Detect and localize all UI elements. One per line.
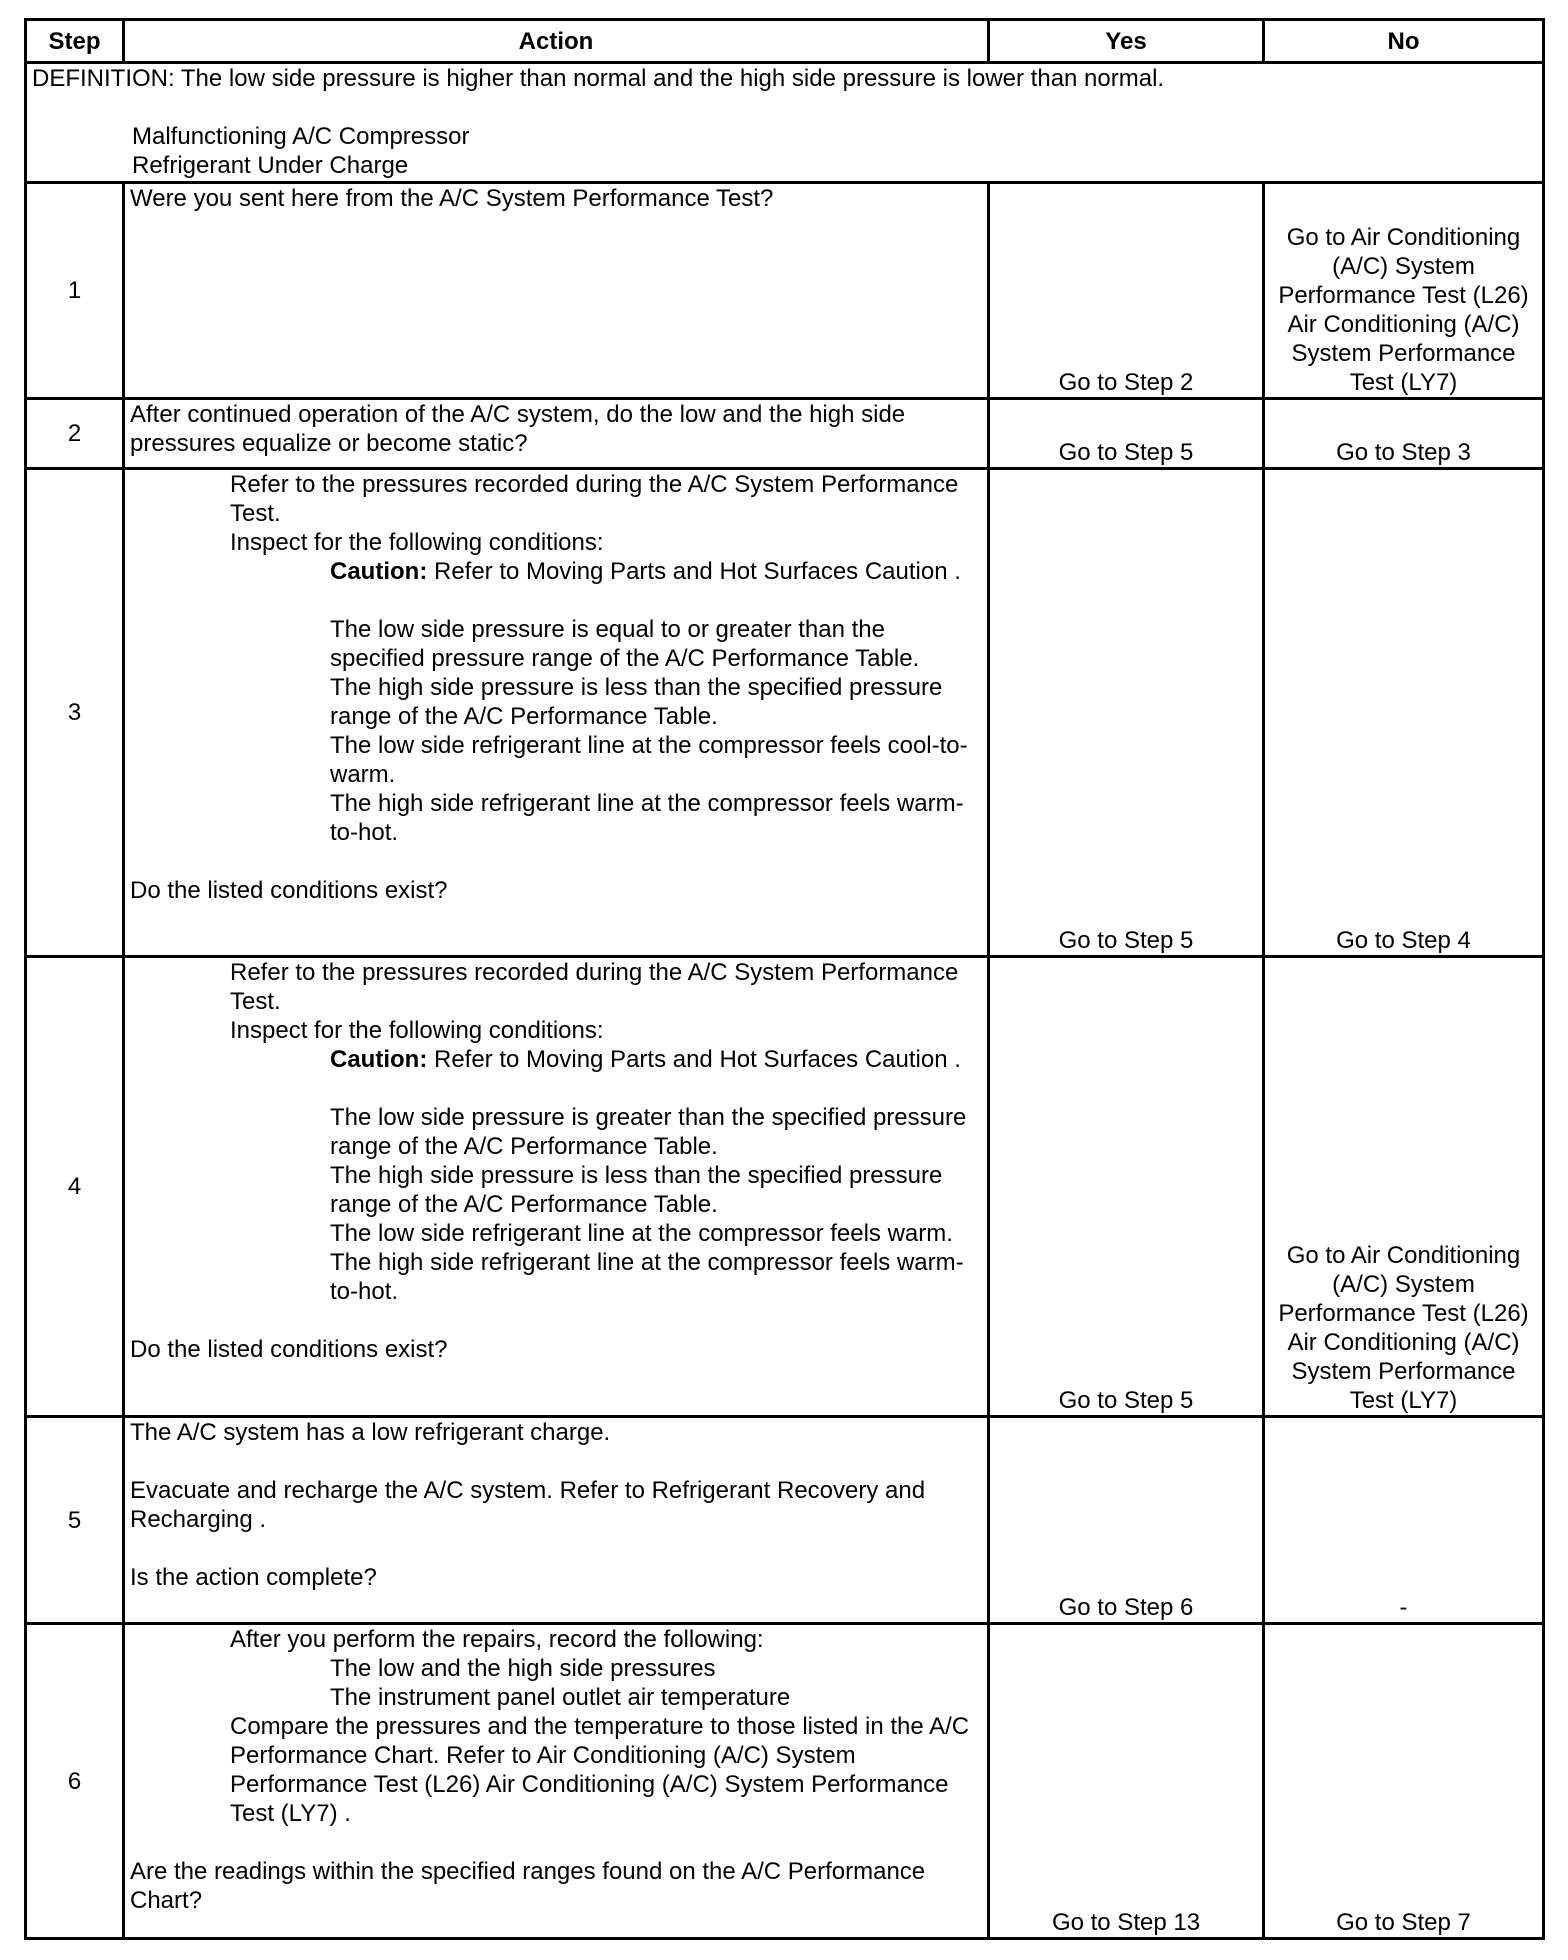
question-text: Are the readings within the specified ranges found on the A/C Performance Chart?: [130, 1858, 932, 1915]
record-item: The instrument panel outlet air temperature: [330, 1684, 791, 1712]
condition-item: The low side pressure is greater than the specified pressure range of the A/C Performance Table.: [330, 1104, 973, 1161]
action-cell: [124, 1624, 989, 1939]
caution-text: Refer to Moving Parts and Hot Surfaces Caution .: [427, 558, 961, 586]
definition-text: DEFINITION: The low side pressure is higher than normal and the high side pressure is lower than normal.: [32, 65, 1165, 92]
intro-text: After you perform the repairs, record the following:: [230, 1626, 764, 1654]
no-result: -: [1264, 1416, 1544, 1624]
action-cell: [124, 469, 989, 957]
step-number: 6: [26, 1624, 124, 1939]
question-text: Were you sent here from the A/C System Performance Test?: [130, 184, 774, 212]
header-row: [26, 20, 1544, 63]
header-step: Step: [26, 20, 124, 63]
intro-text: Refer to the pressures recorded during the A/C System Performance Test.: [230, 959, 965, 1016]
condition-item: The low side refrigerant line at the compressor feels cool-to-warm.: [330, 732, 968, 789]
action-cell: [124, 182, 989, 398]
caution-label: Caution:: [330, 558, 428, 586]
intro-text: Refer to the pressures recorded during the A/C System Performance Test.: [230, 471, 965, 528]
no-result: Go to Air Conditioning (A/C) System Performance Test (L26) Air Conditioning (A/C) System Performance Test (LY7): [1264, 957, 1544, 1417]
step-number: 5: [26, 1416, 124, 1624]
condition-item: The high side pressure is less than the specified pressure range of the A/C Performance Table.: [330, 674, 949, 731]
step-number: 3: [26, 469, 124, 957]
header-action: Action: [124, 20, 989, 63]
yes-result: Go to Step 6: [989, 1416, 1264, 1624]
step-number: 2: [26, 398, 124, 469]
definition-cell: [26, 63, 1544, 183]
no-result: Go to Step 4: [1264, 469, 1544, 957]
yes-result: Go to Step 5: [989, 469, 1264, 957]
no-result: Go to Air Conditioning (A/C) System Performance Test (L26) Air Conditioning (A/C) System Performance Test (LY7): [1264, 182, 1544, 398]
step-row-1: [26, 182, 1544, 398]
yes-result: Go to Step 2: [989, 182, 1264, 398]
condition-item: The low side pressure is equal to or greater than the specified pressure range of the A/C Performance Table.: [330, 616, 920, 673]
step-row-2: [26, 398, 1544, 469]
compare-text: Compare the pressures and the temperature to those listed in the A/C Performance Chart. Refer to Air Conditioning (A/C) System Performance Test (L26) Air Conditioning (A/C) System Performance Test (LY7) .: [230, 1713, 976, 1828]
diagnostic-table: [24, 18, 1545, 1940]
caution-label: Caution:: [330, 1046, 428, 1074]
action-cell: [124, 398, 989, 469]
condition-item: The high side pressure is less than the specified pressure range of the A/C Performance Table.: [330, 1162, 949, 1219]
action-cell: [124, 957, 989, 1417]
header-yes: Yes: [989, 20, 1264, 63]
step-number: 4: [26, 957, 124, 1417]
intro-text: Inspect for the following conditions:: [230, 529, 604, 557]
question-text: Is the action complete?: [130, 1563, 377, 1591]
yes-result: Go to Step 5: [989, 398, 1264, 469]
question-text: Do the listed conditions exist?: [130, 877, 448, 905]
yes-result: Go to Step 13: [989, 1624, 1264, 1939]
condition-item: The low side refrigerant line at the compressor feels warm.: [330, 1220, 953, 1248]
record-item: The low and the high side pressures: [330, 1655, 716, 1683]
no-result: Go to Step 7: [1264, 1624, 1544, 1939]
yes-result: Go to Step 5: [989, 957, 1264, 1417]
action-text: Evacuate and recharge the A/C system. Refer to Refrigerant Recovery and Recharging .: [130, 1476, 932, 1533]
cause-item: Refrigerant Under Charge: [132, 152, 409, 179]
step-row-5: [26, 1416, 1544, 1624]
caution-note: [130, 557, 982, 586]
step-row-6: [26, 1624, 1544, 1939]
cause-item: Malfunctioning A/C Compressor: [132, 123, 470, 150]
question-text: Do the listed conditions exist?: [130, 1336, 448, 1364]
action-cell: [124, 1416, 989, 1624]
header-no: No: [1264, 20, 1544, 63]
step-number: 1: [26, 182, 124, 398]
intro-text: Inspect for the following conditions:: [230, 1017, 604, 1045]
action-text: The A/C system has a low refrigerant charge.: [130, 1418, 611, 1446]
no-result: Go to Step 3: [1264, 398, 1544, 469]
caution-note: [130, 1045, 982, 1074]
condition-item: The high side refrigerant line at the compressor feels warm-to-hot.: [330, 790, 964, 847]
condition-item: The high side refrigerant line at the compressor feels warm-to-hot.: [330, 1249, 964, 1306]
definition-row: [26, 63, 1544, 183]
step-row-4: [26, 957, 1544, 1417]
step-row-3: [26, 469, 1544, 957]
caution-text: Refer to Moving Parts and Hot Surfaces Caution .: [427, 1046, 961, 1074]
question-text: After continued operation of the A/C system, do the low and the high side pressures equalize or become static?: [130, 400, 912, 457]
